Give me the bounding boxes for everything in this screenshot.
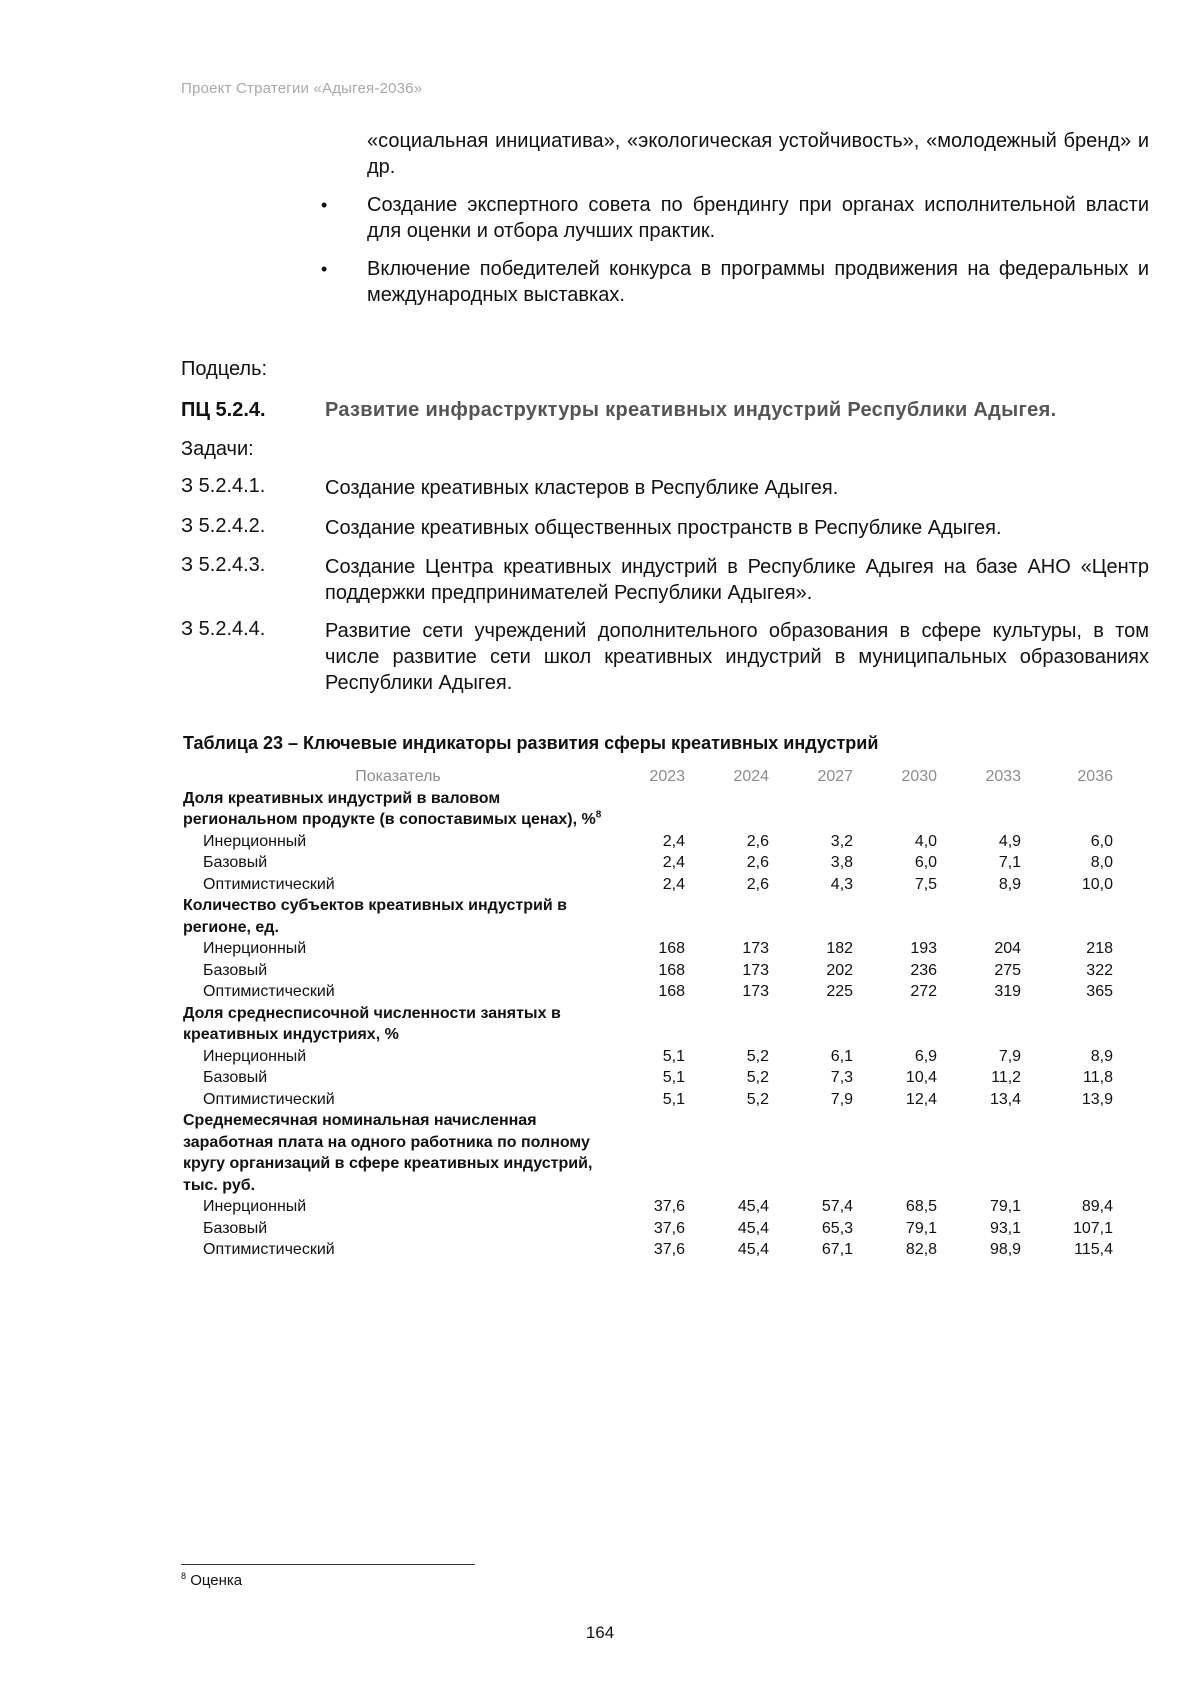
table-row — [183, 938, 1125, 960]
empty-cell — [1033, 1110, 1125, 1196]
value-cell: 37,6 — [653, 1198, 686, 1215]
task-code: З 5.2.4.4. — [181, 618, 266, 640]
empty-cell — [949, 1110, 1033, 1196]
scenario-cell: Оптимистический — [203, 875, 335, 893]
running-header: Проект Стратегии «Адыгея-2036» — [181, 80, 423, 97]
bullet-icon: • — [321, 195, 328, 215]
scenario-cell: Инерционный — [203, 1047, 307, 1065]
value-cell: 13,4 — [989, 1090, 1022, 1108]
footnote-divider — [181, 1564, 475, 1565]
table-row — [183, 1046, 1125, 1068]
table-row — [183, 831, 1125, 853]
value-cell: 173 — [742, 940, 770, 957]
indicator-name-text: Количество субъектов креативных индустрий в регионе, ед. — [183, 897, 567, 936]
indicator-group-row — [183, 1003, 1125, 1046]
empty-cell — [949, 1003, 1033, 1046]
scenario-cell: Оптимистический — [203, 983, 335, 1000]
task-text: Создание Центра креативных индустрий в Республике Адыгея на базе АНО «Центр поддержки предпринимателей Республики Адыгея». — [325, 556, 1149, 604]
value-cell: 2,6 — [746, 875, 770, 893]
empty-cell — [697, 1110, 781, 1196]
value-cell: 2,4 — [662, 854, 686, 871]
value-cell: 6,0 — [1090, 832, 1113, 850]
empty-cell — [1033, 788, 1125, 831]
value-cell: 275 — [994, 961, 1022, 979]
continuation-paragraph: «социальная инициатива», «экологическая устойчивость», «молодежный бренд» и др. — [367, 130, 1149, 178]
header-cell: 2030 — [901, 768, 938, 785]
value-cell: 8,9 — [1090, 1047, 1113, 1065]
value-cell: 7,9 — [998, 1047, 1022, 1065]
table-header-row — [183, 766, 1125, 788]
empty-cell — [949, 895, 1033, 938]
indicators-table — [183, 766, 1125, 1261]
empty-cell — [1033, 895, 1125, 938]
value-cell: 4,3 — [830, 875, 854, 893]
value-cell: 13,9 — [1081, 1090, 1113, 1108]
scenario-cell: Базовый — [203, 1069, 268, 1086]
header-cell: 2027 — [817, 768, 854, 785]
value-cell: 3,8 — [830, 854, 854, 871]
indicator-name — [183, 1110, 613, 1196]
value-cell: 79,1 — [989, 1198, 1022, 1215]
table-row — [183, 981, 1125, 1003]
table-row — [183, 1196, 1125, 1218]
empty-cell — [781, 1110, 865, 1196]
value-cell: 37,6 — [653, 1219, 686, 1237]
empty-cell — [865, 1003, 949, 1046]
value-cell: 89,4 — [1081, 1198, 1113, 1215]
value-cell: 5,2 — [746, 1090, 770, 1108]
value-cell: 57,4 — [821, 1198, 854, 1215]
empty-cell — [613, 1110, 697, 1196]
footnote-text: Оценка — [190, 1572, 243, 1589]
scenario-cell: Инерционный — [203, 940, 307, 957]
value-cell: 45,4 — [737, 1198, 770, 1215]
value-cell: 5,2 — [746, 1047, 770, 1065]
value-cell: 5,1 — [662, 1069, 686, 1086]
indicator-name-text: Доля креативных индустрий в валовом региональном продукте (в сопоставимых ценах), % — [183, 789, 596, 828]
empty-cell — [697, 788, 781, 831]
table-row — [183, 1089, 1125, 1111]
value-cell: 37,6 — [653, 1241, 686, 1258]
scenario-cell: Оптимистический — [203, 1090, 335, 1108]
value-cell: 107,1 — [1072, 1219, 1113, 1237]
bullet-list — [321, 192, 1149, 320]
value-cell: 7,3 — [830, 1069, 854, 1086]
value-cell: 11,8 — [1083, 1069, 1113, 1086]
indicator-name-text: Доля среднесписочной численности занятых в креативных индустриях, % — [183, 1004, 561, 1043]
value-cell: 168 — [658, 940, 686, 957]
bullet-item — [321, 192, 1149, 244]
task-code: З 5.2.4.1. — [181, 475, 266, 497]
value-cell: 6,1 — [830, 1047, 854, 1065]
table-row — [183, 1218, 1125, 1240]
value-cell: 2,6 — [746, 832, 770, 850]
value-cell: 173 — [742, 961, 770, 979]
value-cell: 7,9 — [830, 1090, 854, 1108]
subgoal-label: Подцель: — [181, 358, 268, 380]
task-text: Создание креативных общественных пространств в Республике Адыгея. — [325, 517, 1002, 539]
bullet-icon: • — [321, 259, 328, 279]
value-cell: 193 — [910, 940, 938, 957]
empty-cell — [781, 788, 865, 831]
value-cell: 5,2 — [746, 1069, 770, 1086]
value-cell: 2,4 — [662, 875, 686, 893]
value-cell: 8,0 — [1090, 854, 1113, 871]
empty-cell — [865, 1110, 949, 1196]
footnote — [181, 1572, 242, 1589]
value-cell: 204 — [994, 940, 1022, 957]
value-cell: 115,4 — [1074, 1241, 1113, 1258]
value-cell: 6,0 — [914, 854, 938, 871]
value-cell: 3,2 — [830, 832, 854, 850]
scenario-cell: Базовый — [203, 854, 268, 871]
bullet-text: Создание экспертного совета по брендингу при органах исполнительной власти для оценки и отбора лучших практик. — [367, 194, 1149, 242]
header-cell: 2036 — [1077, 768, 1113, 785]
value-cell: 182 — [826, 940, 854, 957]
value-cell: 319 — [994, 983, 1022, 1000]
value-cell: 365 — [1086, 983, 1113, 1000]
value-cell: 79,1 — [905, 1219, 938, 1237]
empty-cell — [865, 895, 949, 938]
table-caption: Таблица 23 – Ключевые индикаторы развития сферы креативных индустрий — [183, 733, 879, 753]
value-cell: 2,6 — [746, 854, 770, 871]
header-cell: Показатель — [355, 768, 441, 785]
value-cell: 6,9 — [914, 1047, 938, 1065]
table-body — [183, 788, 1125, 1261]
empty-cell — [697, 895, 781, 938]
value-cell: 98,9 — [989, 1241, 1022, 1258]
value-cell: 322 — [1086, 961, 1113, 979]
value-cell: 2,4 — [662, 832, 686, 850]
value-cell: 45,4 — [737, 1241, 770, 1258]
value-cell: 272 — [910, 983, 938, 1000]
indicator-name-text: Среднемесячная номинальная начисленная заработная плата на одного работника по полному кругу организаций в сфере креативных индустрий, тыс. руб. — [183, 1112, 593, 1194]
scenario-cell: Базовый — [203, 961, 268, 979]
table-row — [183, 1239, 1125, 1261]
value-cell: 7,5 — [914, 875, 938, 893]
value-cell: 218 — [1086, 940, 1113, 957]
table-row — [183, 874, 1125, 896]
header-cell: 2023 — [649, 768, 686, 785]
value-cell: 12,4 — [905, 1090, 938, 1108]
scenario-cell: Базовый — [203, 1219, 268, 1237]
subgoal-code: ПЦ 5.2.4. — [181, 399, 266, 421]
value-cell: 202 — [826, 961, 854, 979]
empty-cell — [697, 1003, 781, 1046]
footnote-mark: 8 — [181, 1571, 187, 1581]
empty-cell — [949, 788, 1033, 831]
value-cell: 10,4 — [905, 1069, 938, 1086]
value-cell: 5,1 — [662, 1047, 686, 1065]
value-cell: 8,9 — [998, 875, 1022, 893]
scenario-cell: Инерционный — [203, 1198, 307, 1215]
value-cell: 45,4 — [737, 1219, 770, 1237]
value-cell: 68,5 — [905, 1198, 938, 1215]
scenario-cell: Инерционный — [203, 832, 307, 850]
task-code: З 5.2.4.3. — [181, 554, 266, 576]
value-cell: 4,0 — [914, 832, 938, 850]
indicator-group-row — [183, 895, 1125, 938]
indicator-group-row — [183, 1110, 1125, 1196]
indicator-group-row — [183, 788, 1125, 831]
value-cell: 67,1 — [821, 1241, 854, 1258]
empty-cell — [781, 1003, 865, 1046]
table-row — [183, 852, 1125, 874]
indicator-name — [183, 788, 613, 831]
value-cell: 168 — [658, 983, 686, 1000]
indicator-name — [183, 1003, 613, 1046]
value-cell: 11,2 — [991, 1069, 1022, 1086]
table-row — [183, 1067, 1125, 1089]
task-text: Создание креативных кластеров в Республике Адыгея. — [325, 477, 839, 499]
bullet-item — [321, 256, 1149, 308]
value-cell: 168 — [658, 961, 686, 979]
value-cell: 10,0 — [1081, 875, 1113, 893]
value-cell: 236 — [910, 961, 938, 979]
value-cell: 225 — [826, 983, 854, 1000]
task-text: Развитие сети учреждений дополнительного образования в сфере культуры, в том числе развитие сети школ креативных индустрий в муниципальных образованиях Республики Адыгея. — [325, 620, 1149, 694]
value-cell: 4,9 — [998, 832, 1022, 850]
bullet-text: Включение победителей конкурса в программы продвижения на федеральных и международных выставках. — [367, 258, 1149, 306]
empty-cell — [613, 895, 697, 938]
subgoal-title: Развитие инфраструктуры креативных индустрий Республики Адыгея. — [325, 399, 1057, 421]
header-cell: 2033 — [985, 768, 1022, 785]
indicator-name — [183, 895, 613, 938]
value-cell: 65,3 — [821, 1219, 854, 1237]
value-cell: 5,1 — [662, 1090, 686, 1108]
tasks-label: Задачи: — [181, 438, 254, 460]
empty-cell — [613, 788, 697, 831]
empty-cell — [1033, 1003, 1125, 1046]
page-number: 164 — [585, 1623, 615, 1642]
value-cell: 82,8 — [905, 1241, 938, 1258]
value-cell: 93,1 — [989, 1219, 1022, 1237]
empty-cell — [865, 788, 949, 831]
empty-cell — [781, 895, 865, 938]
scenario-cell: Оптимистический — [203, 1241, 335, 1258]
table-row — [183, 960, 1125, 982]
task-code: З 5.2.4.2. — [181, 515, 266, 537]
header-cell: 2024 — [733, 768, 770, 785]
value-cell: 173 — [742, 983, 770, 1000]
empty-cell — [613, 1003, 697, 1046]
footnote-ref: 8 — [595, 809, 602, 821]
value-cell: 7,1 — [998, 854, 1022, 871]
